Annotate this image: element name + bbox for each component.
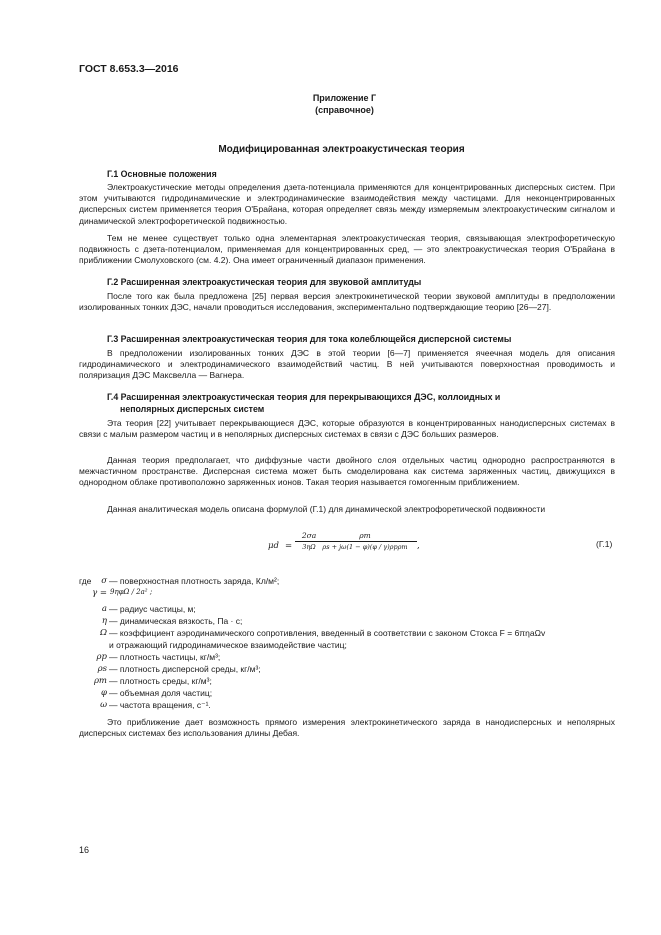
where-text-9: — объемная доля частиц;: [109, 688, 213, 698]
fraction-2-denominator: ρs + jω(1 − φ)(φ / γ)ρpρm: [322, 543, 408, 551]
formula-fraction-2: [313, 531, 417, 551]
where-symbol-2: a: [101, 604, 107, 614]
fraction-1-numerator: 2σa: [295, 531, 323, 542]
paragraph-g4-2: Данная теория предполагает, что диффузные части двойного слоя отдельных частиц однородно распространяются в межчастичном пространстве. Дисперсная система может быть смоделирована как система заряженных частиц, движущихся в однородном облаке противоположно заряженных ионов. Такая теория называется гомогенным приближением.: [79, 455, 615, 488]
formula-comma: ,: [417, 541, 420, 551]
where-symbol-3: η: [101, 616, 107, 626]
page-title: Модифицированная электроакустическая теория: [218, 144, 465, 155]
paragraph-g4-3: Данная аналитическая модель описана формулой (Г.1) для динамической электрофоретической подвижности: [107, 504, 546, 514]
paragraph-g4-1: Эта теория [22] учитывает перекрывающиеся ДЭС, которые образуются в концентрированных нанодисперсных системах в связи с малым размером частиц и в неполярных дисперсных системах в связи с ДЭС больших размеров.: [79, 418, 615, 440]
formula-g1: [0, 531, 661, 571]
where-symbol-0: σ: [101, 576, 107, 586]
fraction-2-numerator: ρm: [313, 531, 417, 542]
section-heading-g4-line2: неполярных дисперсных систем: [120, 404, 265, 414]
where-text-5: и отражающий гидродинамическое взаимодействие частиц;: [109, 640, 347, 650]
paragraph-g3-1: В предположении изолированных тонких ДЭС в этой теории [6—7] применяется ячеечная модель для описания гидродинамического и электродинамического взаимодействий частиц. В ней учитываются поверхностная проводимость и поляризация ДЭС Максвелла — Вагнера.: [79, 348, 615, 381]
where-text-6: — плотность частицы, кг/м³;: [109, 652, 221, 662]
where-symbol-9: φ: [101, 688, 107, 698]
appendix-type: (справочное): [315, 105, 374, 115]
fraction-1-denominator: 3ηΩ: [302, 543, 316, 551]
paragraph-g2-1: После того как была предложена [25] первая версия электрокинетической теории звуковой амплитуды в предположении изолированных тонких ДЭС, начали проводиться исследования, экспериментально подтверждающие теорию [26—27].: [79, 291, 615, 313]
closing-paragraph: Это приближение дает возможность прямого измерения электрокинетического заряда в нанодисперсных и неполярных дисперсных системах без использования длины Дебая.: [79, 717, 615, 739]
where-symbol-4: Ω: [99, 628, 107, 638]
where-symbol-10: ω: [100, 700, 107, 710]
where-text-1: 9ηφΩ / 2a² ;: [110, 588, 153, 596]
page-number: 16: [79, 845, 90, 855]
where-text-0: — поверхностная плотность заряда, Кл/м²;: [109, 576, 280, 586]
section-heading-g2: Г.2 Расширенная электроакустическая теория для звуковой амплитуды: [107, 277, 422, 287]
where-symbol-8: ρm: [93, 676, 107, 686]
standard-header: ГОСТ 8.653.3—2016: [79, 63, 179, 75]
section-heading-g4-line1: Г.4 Расширенная электроакустическая теория для перекрывающихся ДЭС, коллоидных и: [107, 392, 501, 402]
paragraph-g1-2: Тем не менее существует только одна элементарная электроакустическая теория, связывающая электрофоретическую подвижность с дзета-потенциалом, применяемая для концентрированных сред, — это электроакустическая теория О'Брайана в приближении Смолуховского (см. 4.2). Она имеет ограниченный диапазон применения.: [79, 233, 615, 266]
formula-lhs: μd: [268, 541, 279, 551]
formula-equals: =: [285, 541, 293, 551]
where-word: где: [79, 576, 92, 586]
section-heading-g3: Г.3 Расширенная электроакустическая теория для тока колеблющейся дисперсной системы: [107, 334, 512, 344]
section-heading-g1: Г.1 Основные положения: [107, 169, 217, 179]
where-text-10: — частота вращения, с⁻¹.: [109, 700, 211, 710]
where-text-2: — радиус частицы, м;: [109, 604, 196, 614]
where-symbol-6: ρp: [96, 652, 107, 662]
where-text-7: — плотность дисперсной среды, кг/м³;: [109, 664, 261, 674]
appendix-label: Приложение Г: [312, 93, 377, 103]
where-symbol-7: ρs: [97, 664, 107, 674]
where-text-3: — динамическая вязкость, Па · с;: [109, 616, 243, 626]
formula-number: (Г.1): [596, 539, 613, 549]
where-symbol-1: γ =: [92, 588, 107, 598]
where-text-4: — коэффициент аэродинамического сопротивления, введенный в соответствии с законом Стокса F = 6πηaΩv: [109, 628, 546, 638]
paragraph-g1-1: Электроакустические методы определения дзета-потенциала применяются для концентрированных дисперсных систем. При этом учитываются гидродинамические и электродинамические взаимодействия между частицами. Для неконцентрированных дисперсных систем применяется теория О'Брайана, которая определяет связь между измеряемым электроакустическим сигналом и динамической электрофоретической подвижностью.: [79, 182, 615, 226]
where-text-8: — плотность среды, кг/м³;: [109, 676, 212, 686]
